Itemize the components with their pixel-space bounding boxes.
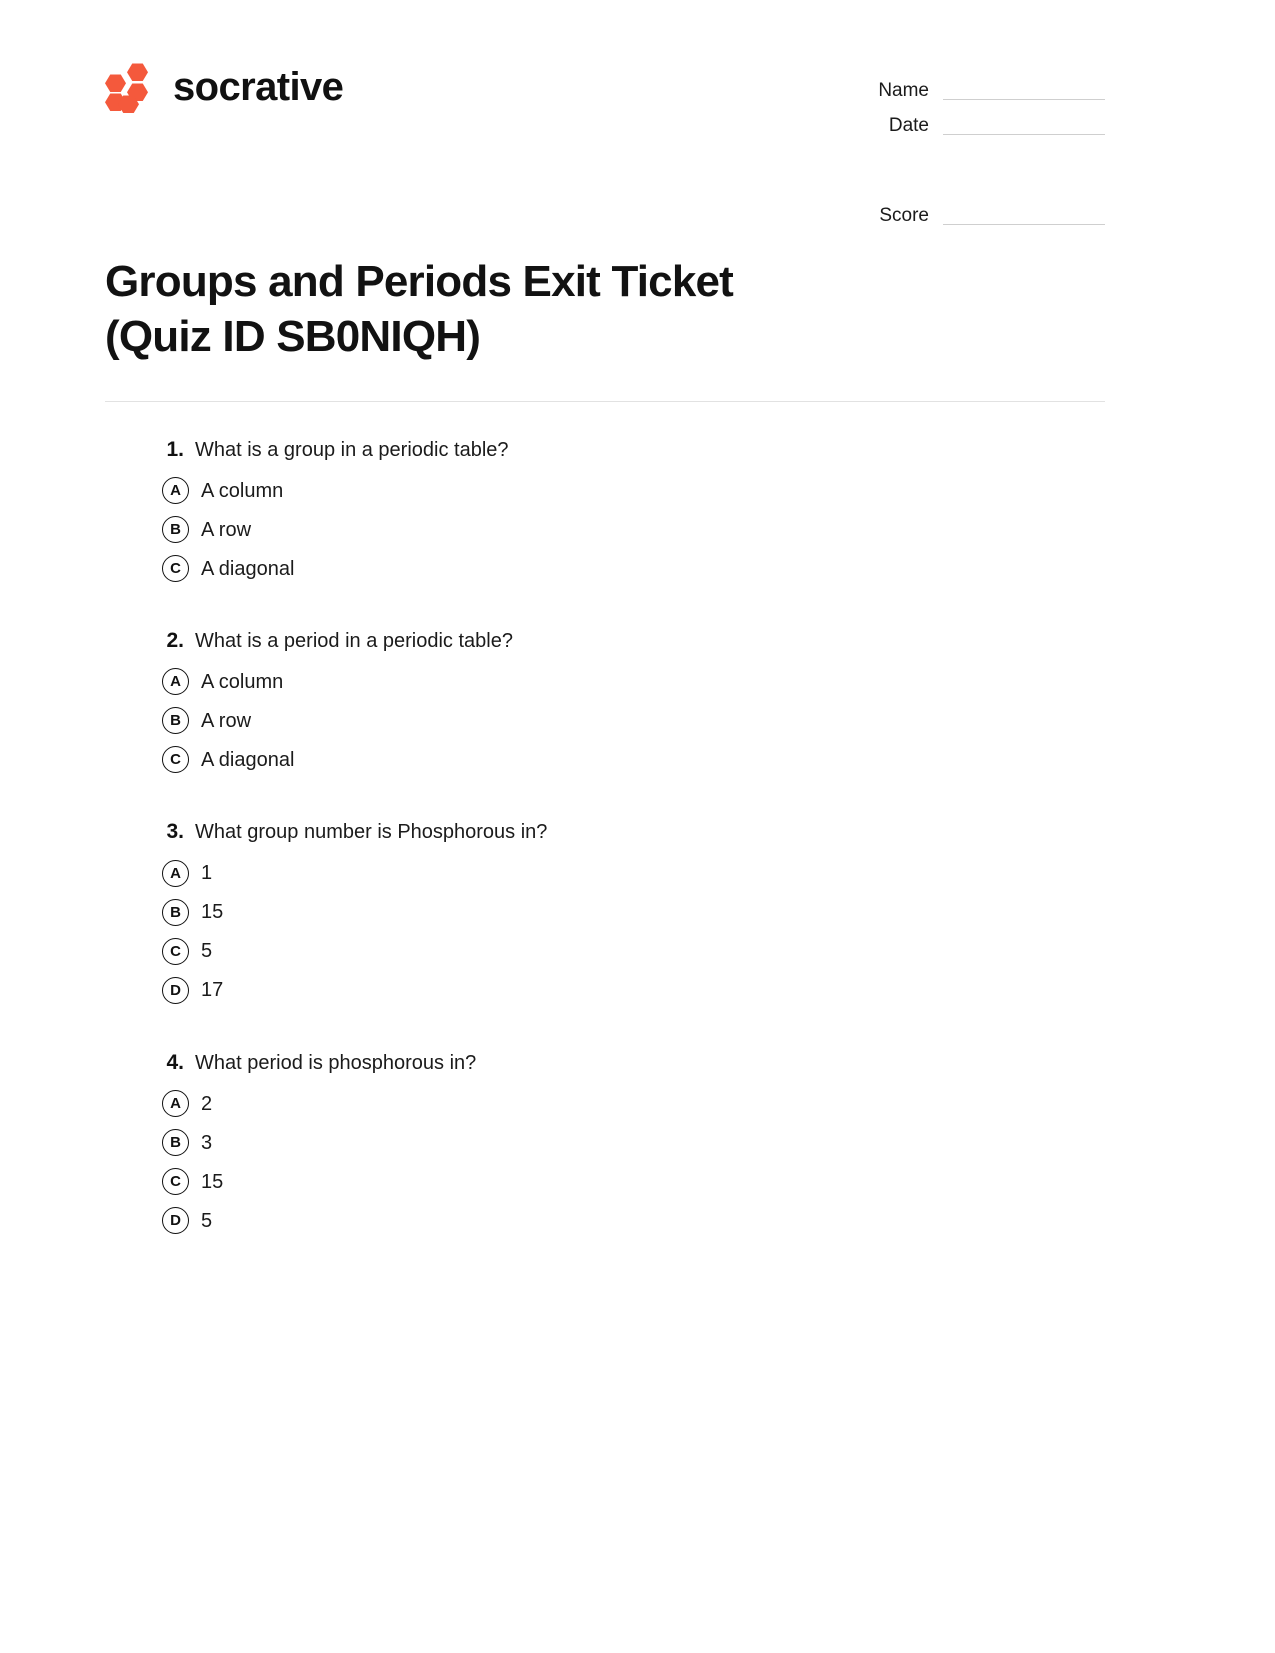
hexagon-icon	[105, 74, 126, 93]
choice-label: 2	[201, 1092, 213, 1115]
question-header	[160, 436, 1170, 463]
socrative-hexagon-logo-icon	[105, 62, 157, 114]
choice-label: 5	[201, 940, 213, 963]
questions-list	[0, 402, 1275, 1234]
question-item	[160, 436, 1170, 582]
question-item	[160, 818, 1170, 1003]
name-field-row	[805, 76, 1105, 100]
choice-option[interactable]	[162, 860, 1170, 887]
date-label: Date	[888, 115, 929, 136]
date-input-line[interactable]	[943, 118, 1105, 135]
choice-label: A column	[201, 479, 284, 502]
choice-option[interactable]	[162, 1129, 1170, 1156]
choice-bubble-b[interactable]: B	[162, 707, 189, 734]
choice-label: 15	[201, 901, 224, 924]
title-section	[0, 236, 1275, 365]
score-input-line[interactable]	[943, 208, 1105, 225]
score-label: Score	[879, 205, 929, 226]
date-field-row	[805, 111, 1105, 135]
choice-bubble-a[interactable]: A	[162, 477, 189, 504]
choice-bubble-b[interactable]: B	[162, 1129, 189, 1156]
question-item	[160, 1049, 1170, 1234]
choice-option[interactable]	[162, 516, 1170, 543]
name-label: Name	[878, 80, 929, 101]
choice-label: 17	[201, 979, 224, 1002]
choice-bubble-c[interactable]: C	[162, 746, 189, 773]
question-number: 4.	[166, 1050, 184, 1074]
question-number: 3.	[166, 820, 184, 844]
choice-option[interactable]	[162, 477, 1170, 504]
choice-option[interactable]	[162, 899, 1170, 926]
question-header	[160, 1049, 1170, 1076]
question-item	[160, 627, 1170, 773]
choice-label: 5	[201, 1209, 213, 1232]
choice-label: 3	[201, 1131, 213, 1154]
choice-bubble-c[interactable]: C	[162, 938, 189, 965]
choice-bubble-d[interactable]: D	[162, 977, 189, 1004]
choice-label: A diagonal	[201, 748, 295, 771]
choice-label: 15	[201, 1170, 224, 1193]
choice-option[interactable]	[162, 555, 1170, 582]
choice-bubble-a[interactable]: A	[162, 1090, 189, 1117]
choice-bubble-a[interactable]: A	[162, 860, 189, 887]
choice-label: 1	[201, 862, 213, 885]
question-text: What is a period in a periodic table?	[195, 630, 513, 653]
question-text: What period is phosphorous in?	[195, 1051, 477, 1074]
choice-bubble-c[interactable]: C	[162, 555, 189, 582]
question-number: 1.	[166, 437, 184, 461]
question-text: What is a group in a periodic table?	[195, 438, 509, 461]
student-info-fields	[805, 60, 1105, 236]
page-header	[0, 0, 1275, 236]
socrative-wordmark: socrative	[173, 65, 344, 109]
brand-block	[105, 60, 343, 116]
socrative-logo	[105, 60, 343, 116]
choice-option[interactable]	[162, 707, 1170, 734]
choice-bubble-c[interactable]: C	[162, 1168, 189, 1195]
choice-label: A row	[201, 709, 252, 732]
choice-option[interactable]	[162, 668, 1170, 695]
question-number: 2.	[166, 629, 184, 653]
name-input-line[interactable]	[943, 83, 1105, 100]
choice-option[interactable]	[162, 1090, 1170, 1117]
choice-option[interactable]	[162, 1168, 1170, 1195]
choice-option[interactable]	[162, 746, 1170, 773]
choice-option[interactable]	[162, 977, 1170, 1004]
choice-bubble-d[interactable]: D	[162, 1207, 189, 1234]
score-field-row	[805, 201, 1105, 225]
choice-bubble-a[interactable]: A	[162, 668, 189, 695]
choice-label: A diagonal	[201, 557, 295, 580]
choice-bubble-b[interactable]: B	[162, 516, 189, 543]
choice-option[interactable]	[162, 1207, 1170, 1234]
question-header	[160, 627, 1170, 654]
question-text: What group number is Phosphorous in?	[195, 821, 548, 844]
choice-option[interactable]	[162, 938, 1170, 965]
page-title: Groups and Periods Exit Ticket (Quiz ID SB0NIQH)	[105, 257, 734, 362]
choice-bubble-b[interactable]: B	[162, 899, 189, 926]
choice-label: A column	[201, 670, 284, 693]
question-header	[160, 818, 1170, 845]
choice-label: A row	[201, 518, 252, 541]
hexagon-icon	[127, 63, 148, 82]
